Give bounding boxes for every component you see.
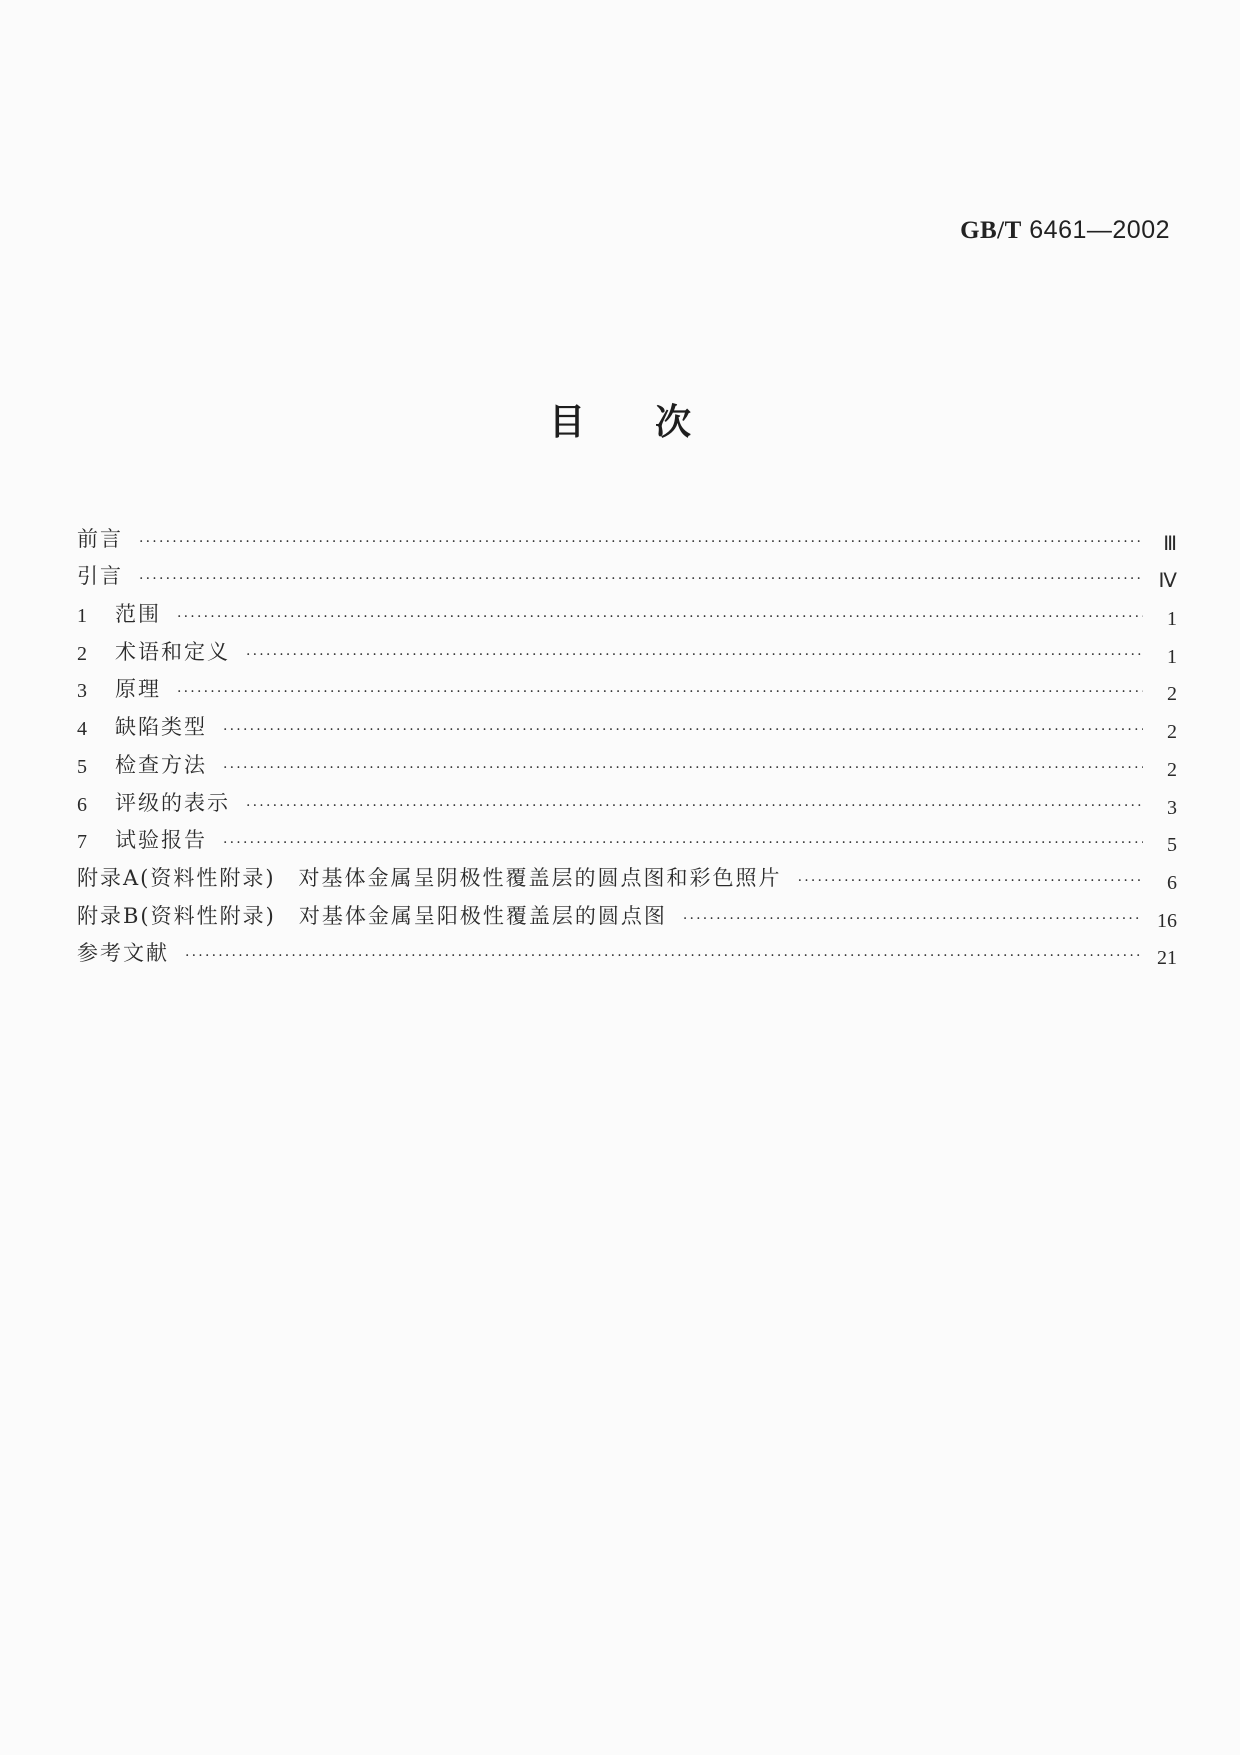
toc-entry-label: 术语和定义 [115, 639, 230, 664]
toc-entry-number: 6 [77, 793, 87, 816]
toc-entry-inspection-methods[interactable] [77, 741, 1177, 779]
toc-leader-dots [185, 949, 1143, 967]
toc-leader-dots [177, 685, 1143, 703]
page-title [0, 394, 1240, 445]
toc-entry-bibliography[interactable] [77, 930, 1177, 968]
toc-leader-dots [223, 761, 1143, 779]
toc-entry-annex-b[interactable] [77, 892, 1177, 930]
toc-leader-dots [139, 572, 1143, 590]
toc-entry-label: 试验报告 [115, 828, 207, 853]
toc-entry-page: 5 [1167, 834, 1177, 857]
toc-entry-label: 附录A(资料性附录) 对基体金属呈阴极性覆盖层的圆点图和彩色照片 [77, 865, 782, 890]
toc-entry-page: Ⅳ [1158, 570, 1177, 593]
toc-entry-label: 范围 [115, 602, 161, 627]
toc-entry-page: 2 [1167, 683, 1177, 706]
toc-leader-dots [177, 610, 1143, 628]
toc-leader-dots [139, 535, 1143, 553]
table-of-contents [77, 515, 1177, 970]
toc-entry-introduction[interactable] [77, 553, 1177, 591]
toc-entry-page: 1 [1167, 645, 1177, 668]
toc-leader-dots [683, 912, 1143, 930]
page-title-char-2: 次 [655, 402, 692, 443]
toc-entry-page: 1 [1167, 608, 1177, 631]
toc-entry-page: 21 [1157, 947, 1177, 970]
toc-entry-foreword[interactable] [77, 515, 1177, 553]
toc-leader-dots [223, 836, 1143, 854]
toc-entry-number: 2 [77, 642, 87, 665]
toc-entry-page: Ⅲ [1163, 532, 1177, 555]
toc-entry-label: 参考文献 [77, 941, 169, 966]
standard-code [960, 216, 1170, 245]
toc-entry-number: 3 [77, 680, 87, 703]
toc-leader-dots [798, 874, 1143, 892]
toc-entry-scope[interactable] [77, 590, 1177, 631]
toc-entry-annex-a[interactable] [77, 854, 1177, 892]
toc-entry-page: 2 [1167, 758, 1177, 781]
toc-entry-label: 缺陷类型 [115, 715, 207, 740]
toc-entry-number: 7 [77, 831, 87, 854]
toc-leader-dots [246, 799, 1143, 817]
page-title-char-1: 目 [548, 402, 585, 443]
toc-entry-label: 引言 [77, 564, 123, 589]
toc-entry-rating-expression[interactable] [77, 779, 1177, 817]
toc-entry-test-report[interactable] [77, 817, 1177, 855]
toc-entry-principle[interactable] [77, 666, 1177, 704]
toc-entry-defect-types[interactable] [77, 703, 1177, 744]
toc-entry-page: 2 [1167, 721, 1177, 744]
toc-entry-page: 3 [1167, 796, 1177, 819]
standard-prefix: GB/T [960, 217, 1022, 244]
toc-leader-dots [246, 648, 1143, 666]
toc-entry-terms[interactable] [77, 628, 1177, 666]
toc-entry-number: 4 [77, 718, 87, 741]
toc-entry-label: 原理 [115, 677, 161, 702]
standard-number: 6461—2002 [1029, 216, 1170, 244]
toc-entry-page: 16 [1157, 909, 1177, 932]
toc-entry-number: 5 [77, 755, 87, 778]
toc-entry-label: 评级的表示 [115, 790, 230, 815]
toc-entry-number: 1 [77, 605, 87, 628]
toc-entry-label: 前言 [77, 526, 123, 551]
toc-entry-page: 6 [1167, 871, 1177, 894]
toc-entry-label: 附录B(资料性附录) 对基体金属呈阳极性覆盖层的圆点图 [77, 903, 667, 928]
toc-leader-dots [223, 723, 1143, 741]
toc-entry-label: 检查方法 [115, 752, 207, 777]
